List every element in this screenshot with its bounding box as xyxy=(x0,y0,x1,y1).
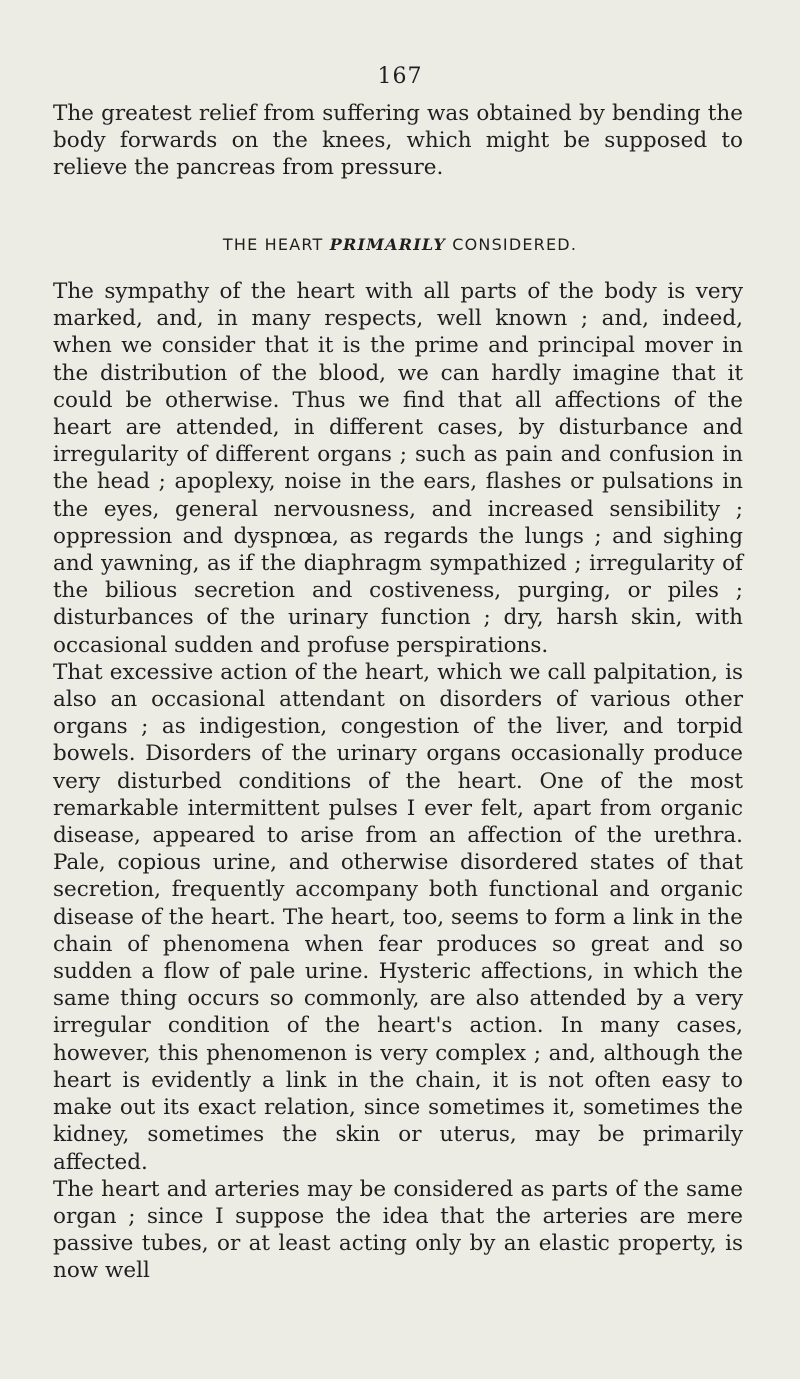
section-heading-emphasis: PRIMARILY xyxy=(329,235,446,254)
section-heading-part1: THE HEART xyxy=(222,235,330,254)
section-heading xyxy=(0,235,800,254)
paragraph-sympathy: The sympathy of the heart with all parts of the body is very marked, and, in many respects, well known ; and, indeed, when we consider that it is the prime and principal mover in the distribution of the blood, we can hardly imagine that it could be otherwise. Thus we find that all affections of the heart are attended, in different cases, by disturbance and irregularity of different organs ; such as pain and confusion in the head ; apoplexy, noise in the ears, flashes or pulsations in the eyes, general nervousness, and increased sensibility ; oppression and dyspnœa, as regards the lungs ; and sighing and yawning, as if the diaphragm sympathized ; irregularity of the bilious secretion and costiveness, purging, or piles ; disturbances of the urinary function ; dry, harsh skin, with occasional sudden and profuse perspirations. xyxy=(53,279,743,658)
section-body xyxy=(53,278,743,1285)
opening-paragraph-text: The greatest relief from suffering was obtained by bending the body forwards on the knees, which might be supposed to relieve the pancreas from pressure. xyxy=(53,101,743,181)
paragraph-palpitation: That excessive action of the heart, which we call palpitation, is also an occasional attendant on disorders of various other organs ; as indigestion, congestion of the liver, and torpid bowels. Disorders of the urinary organs occasionally produce very disturbed conditions of the heart. One of the most remarkable intermittent pulses I ever felt, apart from organic disease, appeared to arise from an affection of the urethra. Pale, copious urine, and otherwise disordered states of that secretion, frequently accompany both functional and organic disease of the heart. The heart, too, seems to form a link in the chain of phenomena when fear produces so great and so sudden a flow of pale urine. Hysteric affections, in which the same thing occurs so commonly, are also attended by a very irregular condition of the heart's action. In many cases, however, this phenomenon is very complex ; and, although the heart is evidently a link in the chain, it is not often easy to make out its exact relation, since sometimes it, sometimes the kidney, sometimes the skin or uterus, may be primarily affected. xyxy=(53,659,743,1175)
opening-paragraph xyxy=(53,100,743,182)
section-heading-part2: CONSIDERED. xyxy=(445,235,578,254)
paragraph-arteries: The heart and arteries may be considered as parts of the same organ ; since I suppose the idea that the arteries are mere passive tubes, or at least acting only by an elastic property, is now well xyxy=(53,1176,743,1284)
page-number: 167 xyxy=(377,64,423,89)
